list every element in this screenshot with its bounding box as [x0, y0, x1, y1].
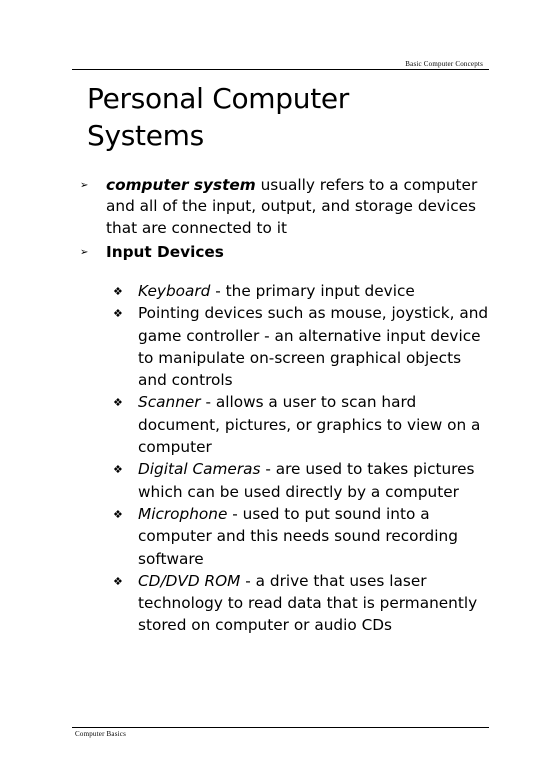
main-bullet-list: [80, 175, 500, 263]
main-item-lead: Input Devices: [106, 242, 224, 261]
list-item: [113, 391, 493, 458]
title-line-2: Systems: [87, 119, 204, 152]
device-term: Scanner: [138, 393, 201, 412]
list-item: [113, 280, 493, 302]
device-term: Keyboard: [138, 282, 211, 300]
main-item-lead: computer system: [106, 176, 256, 194]
arrowhead-bullet-icon: ➢: [80, 180, 89, 191]
four-diamond-bullet-icon: ❖: [113, 396, 123, 410]
list-item: [113, 458, 493, 503]
device-description: - used to put sound into a computer and this needs sound recording software: [138, 504, 458, 568]
device-description: - allows a user to scan hard document, pictures, or graphics to view on a computer: [138, 393, 481, 457]
arrowhead-bullet-icon: ➢: [80, 246, 89, 258]
page-header: Basic Computer Concepts: [405, 60, 483, 68]
four-diamond-bullet-icon: ❖: [113, 574, 123, 588]
page-title: [87, 80, 387, 154]
device-term: CD/DVD ROM: [138, 571, 241, 590]
list-item: [113, 570, 493, 637]
main-item-input-devices: [80, 242, 500, 263]
list-item: [113, 302, 493, 391]
title-line-1: Personal Computer: [87, 82, 350, 115]
footer-divider: [72, 727, 489, 728]
four-diamond-bullet-icon: ❖: [113, 463, 123, 477]
four-diamond-bullet-icon: ❖: [113, 507, 123, 521]
input-devices-list: [113, 280, 493, 637]
page-footer: Computer Basics: [75, 730, 127, 738]
list-item: [113, 503, 493, 570]
device-description: Pointing devices such as mouse, joystick, and game controller - an alternative input device to manipulate on-screen graphical objects and controls: [138, 304, 489, 390]
four-diamond-bullet-icon: ❖: [113, 285, 123, 298]
device-term: Digital Cameras: [138, 460, 261, 479]
four-diamond-bullet-icon: ❖: [113, 307, 123, 321]
header-divider: [72, 69, 489, 70]
main-item-text: usually refers to a computer and all of the input, output, and storage devices that are connected to it: [106, 176, 478, 237]
device-term: Microphone: [138, 504, 228, 523]
device-description: - the primary input device: [210, 282, 415, 300]
device-description: - are used to takes pictures which can be used directly by a computer: [138, 460, 475, 501]
device-description: - a drive that uses laser technology to read data that is permanently stored on computer or audio CDs: [138, 571, 478, 635]
main-item-computer-system: [80, 175, 500, 239]
